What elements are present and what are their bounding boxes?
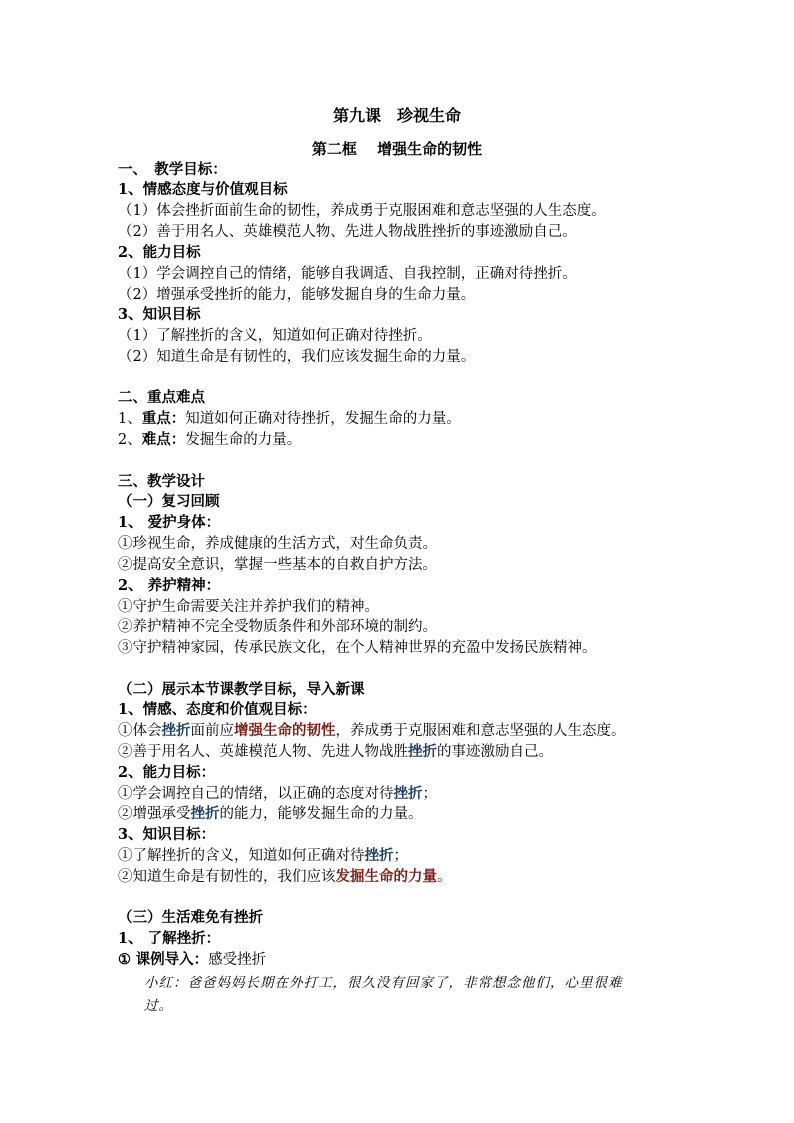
- goals-ability-item: ②增强承受挫折的能力，能够发掘生命的力量。: [118, 805, 423, 822]
- goals-emotion-title: 1、情感、态度和价值观目标：: [118, 701, 317, 718]
- case-story-line: 过。: [144, 998, 173, 1014]
- goal-knowledge-item: （2）知道生命是有韧性的，我们应该发掘生命的力量。: [118, 349, 476, 365]
- part-frustration-title: （三）生活难免有挫折: [118, 909, 263, 926]
- review-spirit-item: ①守护生命需要关注并养护我们的精神。: [118, 599, 379, 615]
- review-body-item: ①珍视生命，养成健康的生活方式，对生命负责。: [118, 536, 437, 552]
- goal-emotion-title: 1、情感态度与价值观目标: [118, 181, 288, 198]
- goals-knowledge-item: ①了解挫折的含义，知道如何正确对待挫折；: [118, 847, 408, 864]
- part-review-title: （一）复习回顾: [118, 493, 220, 510]
- part-goals-title: （二）展示本节课教学目标，导入新课: [118, 681, 365, 698]
- goal-ability-item: （2）增强承受挫折的能力，能够发掘自身的生命力量。: [118, 287, 476, 303]
- goal-emotion-item: （2）善于用名人、英雄模范人物、先进人物战胜挫折的事迹激励自己。: [118, 224, 577, 240]
- goals-ability-item: ①学会调控自己的情绪，以正确的态度对待挫折；: [118, 785, 437, 802]
- section-heading-objectives: 一、 教学目标：: [118, 161, 227, 178]
- goal-ability-item: （1）学会调控自己的情绪，能够自我调适、自我控制，正确对待挫折。: [118, 266, 577, 282]
- review-spirit-title: 2、 养护精神：: [118, 577, 221, 594]
- goal-knowledge-item: （1）了解挫折的含义，知道如何正确对待挫折。: [118, 328, 432, 344]
- review-body-title: 1、 爱护身体：: [118, 514, 221, 531]
- goal-emotion-item: （1）体会挫折面前生命的韧性，养成勇于克服困难和意志坚强的人生态度。: [118, 203, 606, 219]
- goals-ability-title: 2、能力目标：: [118, 764, 216, 781]
- goals-emotion-item: ①体会挫折面前应增强生命的韧性，养成勇于克服困难和意志坚强的人生态度。: [118, 722, 626, 739]
- goals-knowledge-title: 3、知识目标：: [118, 826, 216, 843]
- goals-knowledge-item: ②知道生命是有韧性的，我们应该发掘生命的力量。: [118, 868, 452, 885]
- review-spirit-item: ②养护精神不完全受物质条件和外部环境的制约。: [118, 619, 437, 635]
- hard-point-line: 2、难点：发掘生命的力量。: [118, 431, 302, 448]
- review-spirit-item: ③守护精神家园，传承民族文化，在个人精神世界的充盈中发扬民族精神。: [118, 640, 597, 656]
- goal-ability-title: 2、能力目标: [118, 244, 201, 261]
- lesson-subtitle: 第二框 增强生命的韧性: [311, 140, 483, 158]
- key-point-line: 1、重点：知道如何正确对待挫折，发掘生命的力量。: [118, 410, 461, 427]
- goals-emotion-item: ②善于用名人、英雄模范人物、先进人物战胜挫折的事迹激励自己。: [118, 743, 553, 760]
- case-story-line: 小红：爸爸妈妈长期在外打工，很久没有回家了，非常想念他们，心里很难: [144, 975, 623, 991]
- understand-frustration-title: 1、 了解挫折：: [118, 930, 221, 947]
- section-heading-key-points: 二、重点难点: [118, 389, 205, 406]
- review-body-item: ②提高安全意识，掌握一些基本的自救自护方法。: [118, 557, 437, 573]
- lesson-title: 第九课 珍视生命: [332, 106, 461, 125]
- case-intro-line: ① 课例导入：感受挫折: [118, 951, 267, 968]
- goal-knowledge-title: 3、知识目标: [118, 306, 201, 323]
- section-heading-design: 三、教学设计: [118, 473, 205, 490]
